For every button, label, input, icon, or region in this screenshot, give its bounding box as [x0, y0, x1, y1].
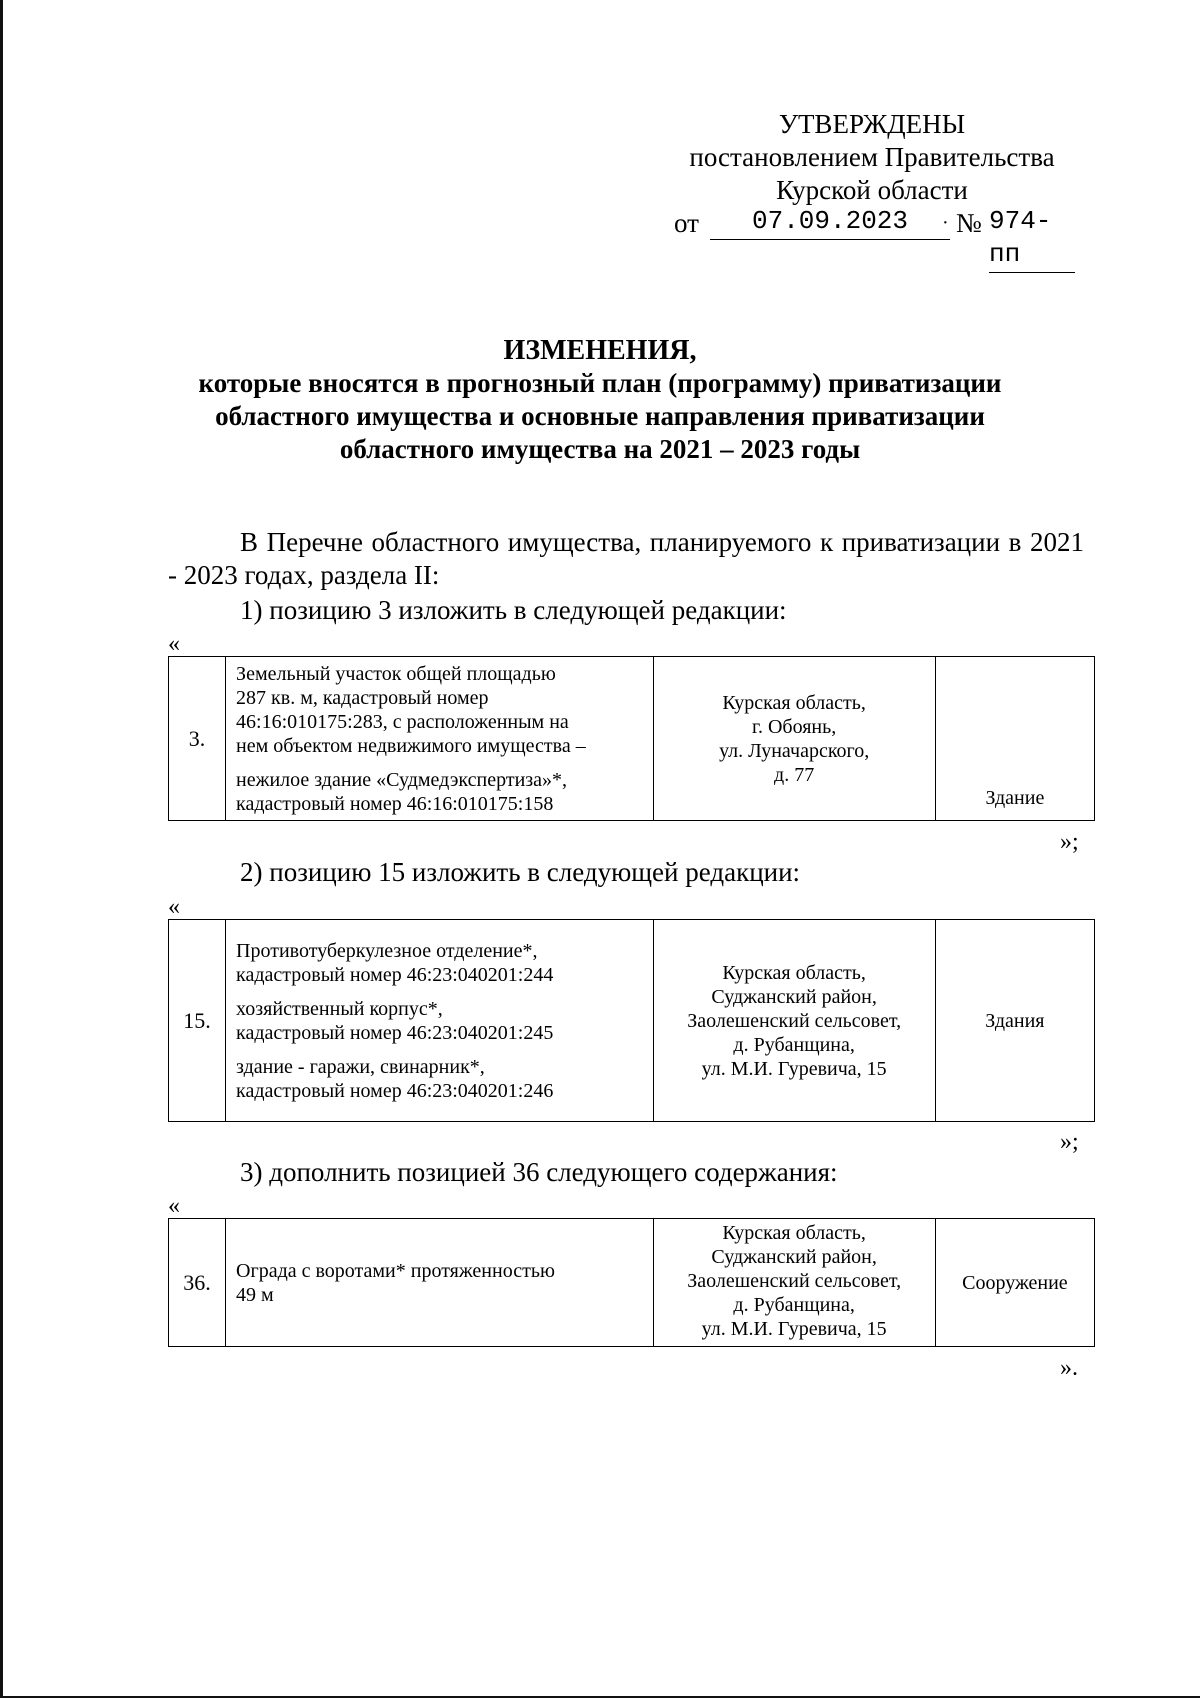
position-address [653, 920, 935, 1122]
position-description [226, 920, 653, 1122]
description-line: Противотуберкулезное отделение*, [236, 939, 538, 962]
description-line: 287 кв. м, кадастровый номер [236, 686, 489, 709]
position-number: 15. [169, 920, 226, 1122]
position-kind: Сооружение [935, 1219, 1094, 1347]
item-1-close-quote: »; [1060, 829, 1079, 855]
date-prefix: от [674, 208, 699, 238]
approval-heading: УТВЕРЖДЕНЫ [778, 109, 966, 139]
item-3-instruction: 3) дополнить позицией 36 следующего содержания: [240, 1157, 838, 1187]
description-line: нем объектом недвижимого имущества – [236, 734, 586, 757]
position-description [226, 657, 653, 821]
address-line: ул. Луначарского, [719, 739, 870, 762]
description-line: хозяйственный корпус*, [236, 997, 443, 1020]
address-line: Курская область, [722, 1222, 866, 1244]
approval-date: 07.09.2023 [710, 205, 950, 240]
title-heading: ИЗМЕНЕНИЯ, [503, 335, 697, 366]
address-line: д. Рубанщина, [733, 1033, 855, 1056]
description-line: нежилое здание «Судмедэкспертиза»*, [236, 768, 568, 791]
approval-region: Курской области [776, 175, 968, 205]
description-line: здание - гаражи, свинарник*, [236, 1055, 485, 1078]
approval-date-row [662, 206, 1082, 269]
item-2-close-quote: »; [1060, 1129, 1079, 1155]
position-address [653, 1219, 935, 1347]
title-line-1: которые вносятся в прогнозный план (программу) приватизации [198, 368, 1002, 398]
address-line: Курская область, [722, 961, 866, 984]
document-title [150, 334, 1050, 466]
address-line: д. Рубанщина, [733, 1294, 855, 1316]
address-line: г. Обоянь, [752, 715, 837, 738]
approval-issuer: постановлением Правительства [689, 142, 1055, 172]
table-row [169, 1219, 1095, 1347]
address-line: ул. М.И. Гуревича, 15 [701, 1057, 887, 1080]
position-number: 3. [169, 657, 226, 821]
item-2-instruction: 2) позицию 15 изложить в следующей редакции: [240, 857, 801, 887]
address-line: Заолешенский сельсовет, [687, 1270, 902, 1292]
intro-paragraph: В Перечне областного имущества, планируемого к приватизации в 2021 - 2023 годах, раздела II: [168, 527, 1084, 590]
address-line: Заолешенский сельсовет, [687, 1009, 902, 1032]
title-line-3: областного имущества на 2021 – 2023 годы [339, 434, 861, 464]
decree-number: 974-пп [989, 205, 1075, 273]
item-1-open-quote: « [168, 631, 180, 657]
item-2-open-quote: « [168, 894, 180, 920]
description-line: Земельный участок общей площадью [236, 662, 556, 685]
stray-dot: · [942, 212, 949, 234]
position-3-table [168, 656, 1095, 821]
position-kind: Здания [935, 920, 1094, 1122]
item-3-open-quote: « [168, 1193, 180, 1219]
table-row [169, 657, 1095, 821]
description-line: кадастровый номер 46:23:040201:244 [236, 963, 554, 986]
address-line: Суджанский район, [711, 985, 877, 1008]
position-number: 36. [169, 1219, 226, 1347]
item-3-close-quote: ». [1060, 1355, 1078, 1381]
position-kind: Здание [935, 657, 1094, 821]
address-line: д. 77 [774, 763, 815, 786]
approval-block [662, 108, 1082, 269]
position-15-table [168, 919, 1095, 1122]
description-line: кадастровый номер 46:23:040201:245 [236, 1021, 554, 1044]
address-line: Курская область, [722, 691, 866, 714]
position-address [653, 657, 935, 821]
table-row [169, 920, 1095, 1122]
item-1-instruction: 1) позицию 3 изложить в следующей редакции: [240, 595, 787, 625]
address-line: Суджанский район, [711, 1246, 877, 1268]
scan-left-edge [0, 0, 3, 1698]
description-line: Ограда с воротами* протяженностью [236, 1259, 555, 1282]
description-line: кадастровый номер 46:23:040201:246 [236, 1079, 554, 1102]
description-line: 46:16:010175:283, с расположенным на [236, 710, 569, 733]
position-description [226, 1219, 653, 1347]
description-line: кадастровый номер 46:16:010175:158 [236, 792, 554, 815]
number-sign: № [956, 208, 982, 238]
title-line-2: областного имущества и основные направления приватизации [215, 401, 985, 431]
position-36-table [168, 1218, 1095, 1347]
address-line: ул. М.И. Гуревича, 15 [701, 1318, 887, 1340]
description-line: 49 м [236, 1283, 274, 1306]
